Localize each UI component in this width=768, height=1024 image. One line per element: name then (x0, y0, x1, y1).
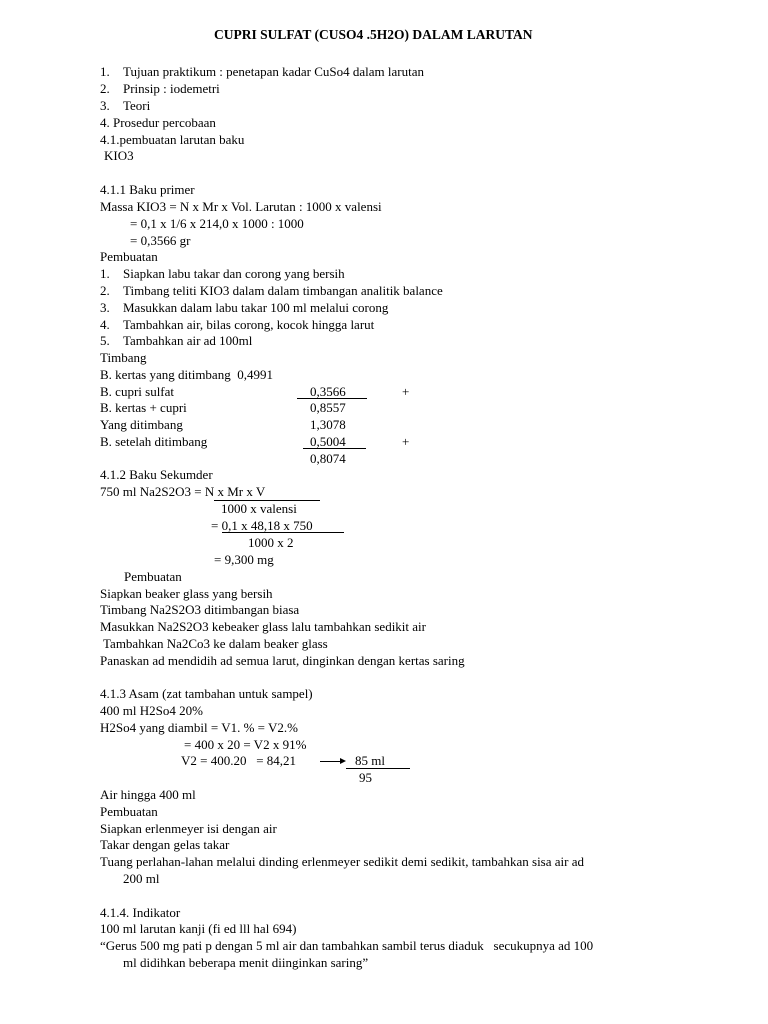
equation-line: V2 = 400.20 = 84,21 (181, 753, 297, 768)
weighing-value: 0,8557 (310, 400, 346, 415)
fraction-rule (222, 532, 344, 533)
pembuatan-label: Pembuatan (100, 804, 158, 819)
step-number: 4. (100, 317, 110, 332)
text-line: Air hingga 400 ml (100, 787, 196, 802)
sum-rule (297, 398, 367, 399)
quote-line-continued: ml didihkan beberapa menit diinginkan saring” (123, 955, 369, 970)
pembuatan-label: Pembuatan (100, 249, 158, 264)
numerator: 85 ml (355, 753, 385, 768)
weighing-value: 0,3566 (310, 384, 346, 399)
denominator: 1000 x 2 (248, 535, 294, 550)
sum-rule (303, 448, 366, 449)
weighing-value: 0,8074 (310, 451, 346, 466)
quote-line: “Gerus 500 mg pati p dengan 5 ml air dan tambahkan sambil terus diaduk secukupnya ad 100 (100, 938, 594, 953)
intro-number: 3. (100, 98, 110, 113)
step-text: Siapkan erlenmeyer isi dengan air (100, 821, 277, 836)
step-text: Tuang perlahan-lahan melalui dinding erlenmeyer sedikit demi sedikit, tambahkan sisa air ad (100, 854, 584, 869)
pembuatan-label: Pembuatan (124, 569, 182, 584)
arrow-head-icon (340, 758, 346, 764)
timbang-label: Timbang (100, 350, 147, 365)
text-line: 400 ml H2So4 20% (100, 703, 203, 718)
weighing-label: B. cupri sulfat (100, 384, 175, 399)
step-text-continued: 200 ml (123, 871, 160, 886)
step-text: Masukkan Na2S2O3 kebeaker glass lalu tambahkan sedikit air (100, 619, 426, 634)
step-text: Masukkan dalam labu takar 100 ml melalui corong (123, 300, 389, 315)
step-text: Panaskan ad mendidih ad semua larut, dinginkan dengan kertas saring (100, 653, 465, 668)
intro-text: Tujuan praktikum : penetapan kadar CuSo4 dalam larutan (123, 64, 424, 79)
intro-number: 2. (100, 81, 110, 96)
subsection-heading: 4.1.4. Indikator (100, 905, 181, 920)
intro-number: 1. (100, 64, 110, 79)
step-number: 2. (100, 283, 110, 298)
equation-line: H2So4 yang diambil = V1. % = V2.% (100, 720, 298, 735)
weighing-label: B. setelah ditimbang (100, 434, 208, 449)
weighing-value: 1,3078 (310, 417, 346, 432)
equation-line: = 0,1 x 48,18 x 750 (211, 518, 313, 533)
step-text: Timbang Na2S2O3 ditimbangan biasa (100, 602, 300, 617)
denominator: 95 (359, 770, 372, 785)
weighing-label: B. kertas + cupri (100, 400, 187, 415)
equation-line: 750 ml Na2S2O3 = N x Mr x V (100, 484, 266, 499)
step-text: Takar dengan gelas takar (100, 837, 230, 852)
intro-text: Teori (123, 98, 151, 113)
intro-text: Prinsip : iodemetri (123, 81, 220, 96)
document-title: CUPRI SULFAT (CUSO4 .5H2O) DALAM LARUTAN (214, 27, 533, 42)
step-number: 3. (100, 300, 110, 315)
step-number: 5. (100, 333, 110, 348)
formula-line: Massa KIO3 = N x Mr x Vol. Larutan : 1000 x valensi (100, 199, 382, 214)
weighing-value: 0,5004 (310, 434, 346, 449)
subsection-heading: 4.1.1 Baku primer (100, 182, 195, 197)
section-heading: 4. Prosedur percobaan (100, 115, 216, 130)
subsection-heading: 4.1.2 Baku Sekumder (100, 467, 213, 482)
fraction-rule (346, 768, 410, 769)
plus-sign: + (402, 434, 410, 449)
arrow-icon (320, 761, 340, 762)
step-text: Tambahkan Na2Co3 ke dalam beaker glass (100, 636, 328, 651)
reagent-label: KIO3 (104, 148, 134, 163)
step-text: Siapkan beaker glass yang bersih (100, 586, 273, 601)
step-text: Timbang teliti KIO3 dalam dalam timbangan analitik balance (123, 283, 443, 298)
weighing-line: B. kertas yang ditimbang 0,4991 (100, 367, 273, 382)
text-line: 100 ml larutan kanji (fi ed lll hal 694) (100, 921, 297, 936)
step-text: Tambahkan air ad 100ml (123, 333, 253, 348)
section-heading: 4.1.pembuatan larutan baku (100, 132, 245, 147)
step-number: 1. (100, 266, 110, 281)
equation-line: = 400 x 20 = V2 x 91% (184, 737, 307, 752)
weighing-label: Yang ditimbang (100, 417, 183, 432)
calc-line: = 0,1 x 1/6 x 214,0 x 1000 : 1000 (130, 216, 304, 231)
plus-sign: + (402, 384, 410, 399)
step-text: Siapkan labu takar dan corong yang bersih (123, 266, 345, 281)
denominator: 1000 x valensi (221, 501, 297, 516)
subsection-heading: 4.1.3 Asam (zat tambahan untuk sampel) (100, 686, 313, 701)
step-text: Tambahkan air, bilas corong, kocok hingga larut (123, 317, 375, 332)
equation-line: = 9,300 mg (214, 552, 274, 567)
calc-line: = 0,3566 gr (130, 233, 191, 248)
